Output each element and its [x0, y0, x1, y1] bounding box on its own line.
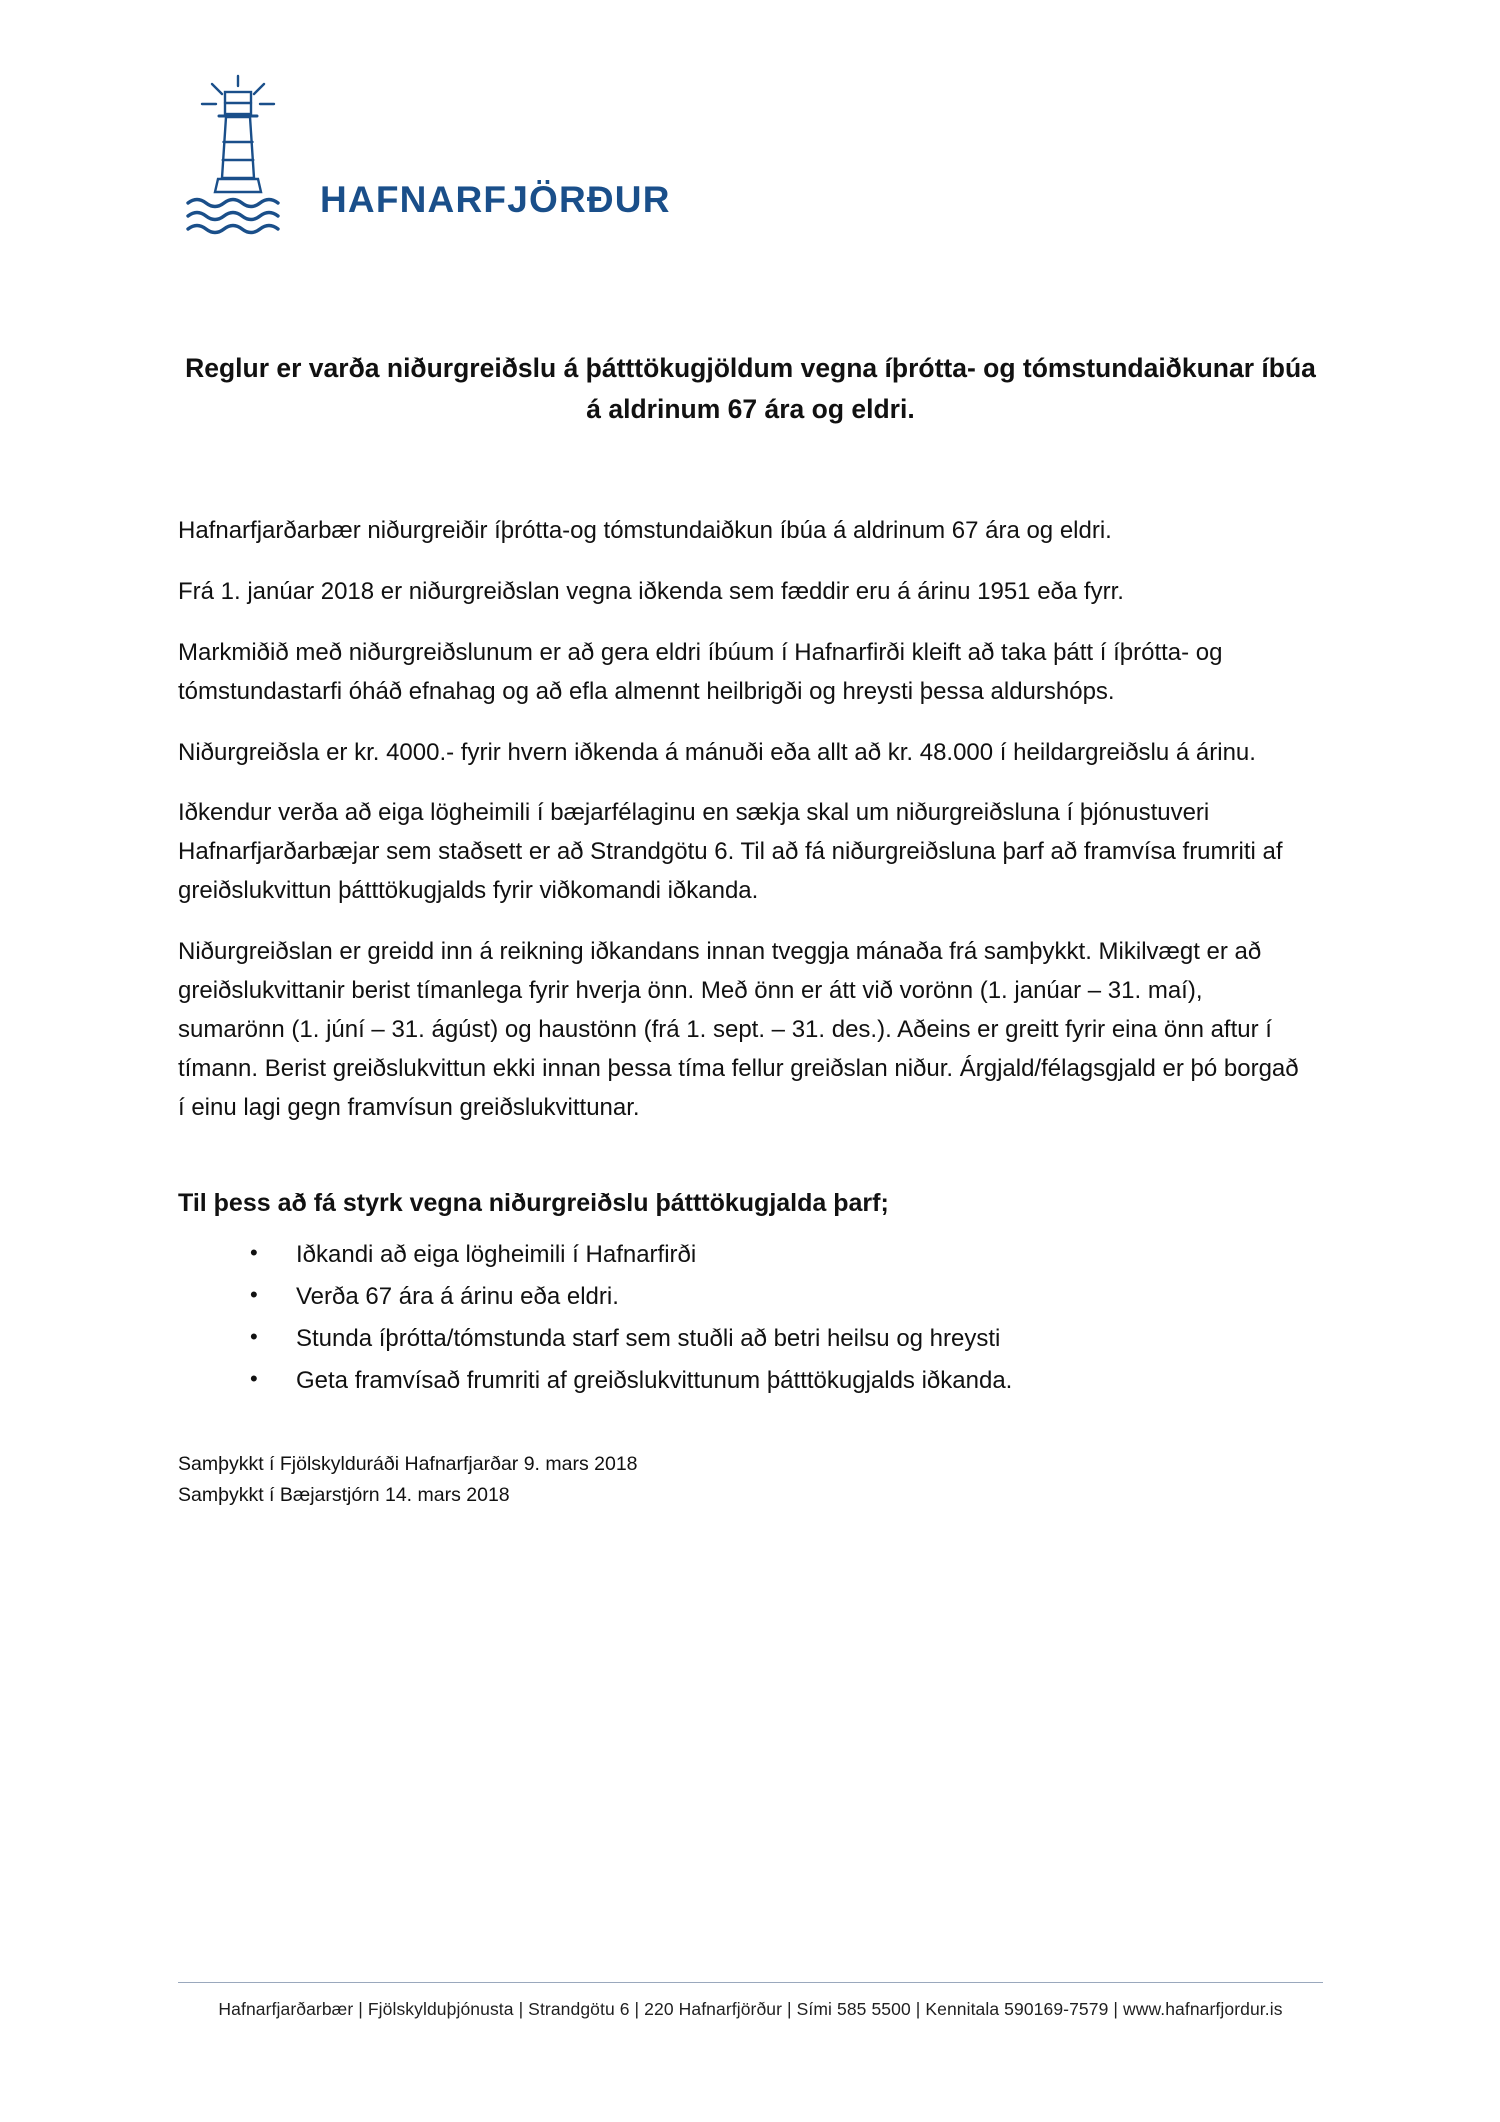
section-subheading: Til þess að fá styrk vegna niðurgreiðslu þátttökugjalda þarf;	[178, 1189, 889, 1218]
document-body	[178, 512, 1308, 1511]
paragraph-4: Niðurgreiðsla er kr. 4000.- fyrir hvern iðkenda á mánuði eða allt að kr. 48.000 í heildargreiðslu á árinu.	[178, 738, 1256, 766]
list-item: • Stunda íþrótta/tómstunda starf sem stuðli að betri heilsu og hreysti	[250, 1320, 1308, 1359]
list-item: • Verða 67 ára á árinu eða eldri.	[250, 1278, 1308, 1317]
brand-logo	[178, 70, 671, 235]
paragraph-6: Niðurgreiðslan er greidd inn á reikning iðkandans innan tveggja mánaða frá samþykkt. Mikilvægt er að greiðslukvittanir berist tímanlega fyrir hverja önn. Með önn er átt við vorönn (1. janúar – 31. maí), sumarönn (1. júní – 31. ágúst) og haustönn (frá 1. sept. – 31. des.). Aðeins er greitt fyrir eina önn aftur í tímann. Berist greiðslukvittun ekki innan þessa tíma fellur greiðslan niður. Árgjald/félagsgjald er þó borgað í einu lagi gegn framvísun greiðslukvittunar.	[178, 938, 1299, 1121]
requirements-list	[178, 1236, 1308, 1401]
approval-line-1: Samþykkt í Fjölskylduráði Hafnarfjarðar 9. mars 2018	[178, 1452, 638, 1475]
paragraph-5: Iðkendur verða að eiga lögheimili í bæjarfélaginu en sækja skal um niðurgreiðsluna í þjónustuveri Hafnarfjarðarbæjar sem staðsett er að Strandgötu 6. Til að fá niðurgreiðsluna þarf að framvísa frumriti af greiðslukvittun þátttökugjalds fyrir viðkomandi iðkanda.	[178, 799, 1283, 905]
approval-line-2: Samþykkt í Bæjarstjórn 14. mars 2018	[178, 1484, 510, 1507]
paragraph-2: Frá 1. janúar 2018 er niðurgreiðslan vegna iðkenda sem fæddir eru á árinu 1951 eða fyrr.	[178, 577, 1124, 605]
footer-contact-text: Hafnarfjarðarbær | Fjölskylduþjónusta | Strandgötu 6 | 220 Hafnarfjörður | Sími 585 5500 | Kennitala 590169-7579 | www.hafnarfjordur.is	[218, 1999, 1283, 2019]
brand-wordmark: HAFNARFJÖRÐUR	[320, 179, 671, 220]
approval-notes	[178, 1449, 1308, 1511]
paragraph-1: Hafnarfjarðarbær niðurgreiðir íþrótta-og tómstundaiðkun íbúa á aldrinum 67 ára og eldri.	[178, 517, 1112, 544]
lighthouse-icon	[178, 70, 298, 235]
page-title: Reglur er varða niðurgreiðslu á þátttökugjöldum vegna íþrótta- og tómstundaiðkunar íbúa á aldrinum 67 ára og eldri.	[185, 352, 1316, 424]
footer-divider	[178, 1982, 1323, 1983]
list-item: • Iðkandi að eiga lögheimili í Hafnarfirði	[250, 1236, 1308, 1275]
paragraph-3: Markmiðið með niðurgreiðslunum er að gera eldri íbúum í Hafnarfirði kleift að taka þátt í íþrótta- og tómstundastarfi óháð efnahag og að efla almennt heilbrigði og hreysti þessa aldurshóps.	[178, 638, 1223, 705]
list-item: • Geta framvísað frumriti af greiðslukvittunum þátttökugjalds iðkanda.	[250, 1362, 1308, 1401]
page-footer	[178, 1982, 1323, 2020]
